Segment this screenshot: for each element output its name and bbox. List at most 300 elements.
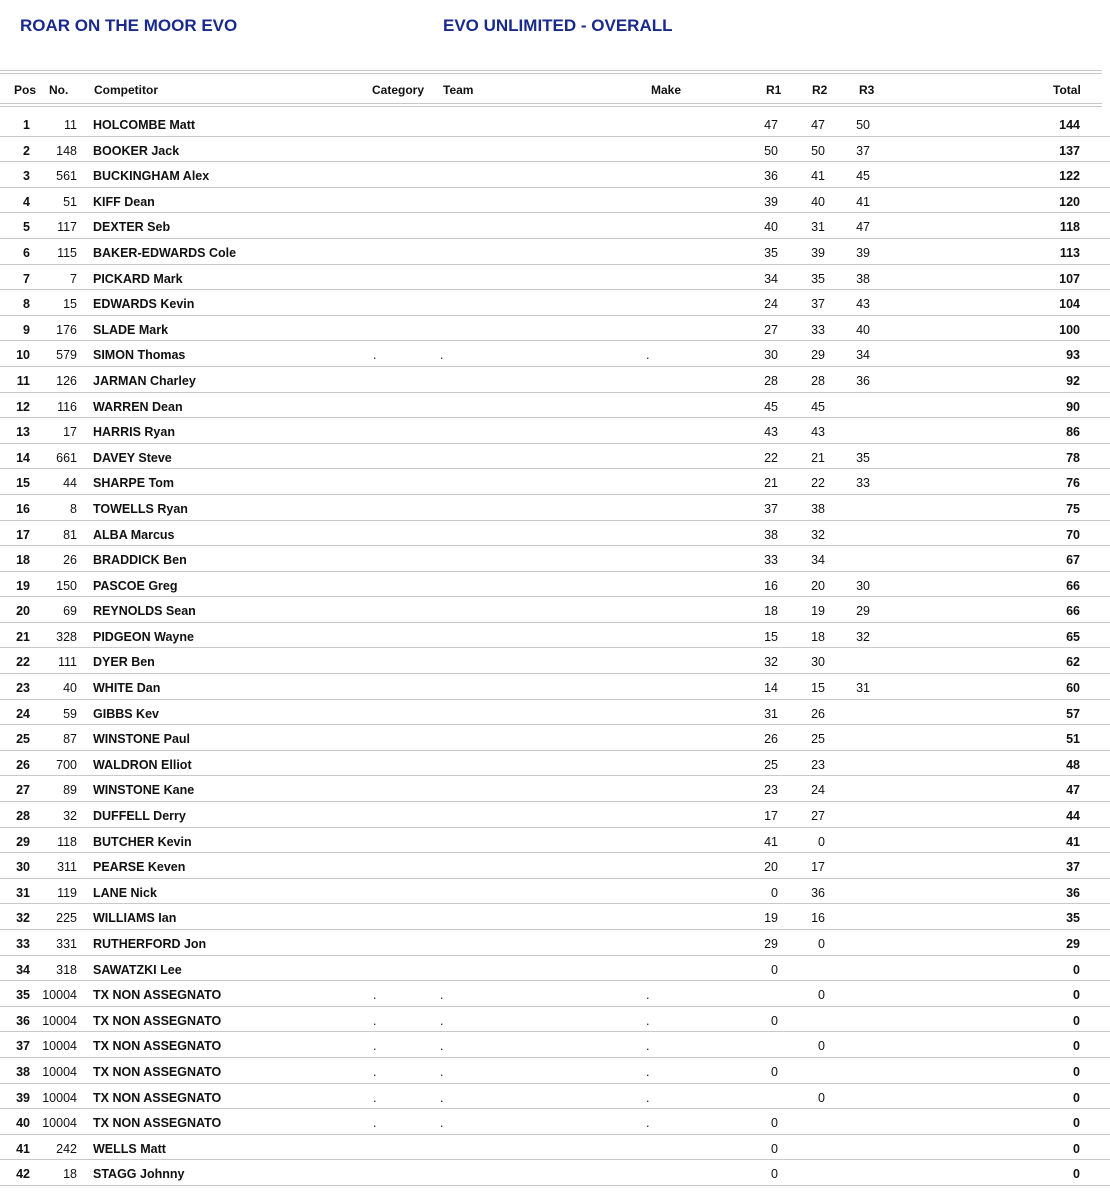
cell-total: 78	[1066, 450, 1080, 465]
cell-r2: 0	[818, 834, 825, 849]
cell-total: 67	[1066, 553, 1080, 568]
cell-r2: 0	[818, 1090, 825, 1105]
cell-no: 116	[57, 399, 77, 414]
cell-no: 32	[63, 809, 77, 824]
cell-competitor: HARRIS Ryan	[93, 425, 175, 440]
cell-total: 47	[1066, 783, 1080, 798]
cell-competitor: DUFFELL Derry	[93, 809, 186, 824]
cell-r2: 50	[811, 143, 825, 158]
cell-total: 113	[1059, 245, 1080, 260]
cell-no: 328	[56, 629, 77, 644]
cell-r2: 18	[811, 629, 825, 644]
cell-r1: 25	[764, 757, 778, 772]
cell-team: .	[440, 1039, 444, 1054]
cell-total: 0	[1073, 962, 1080, 977]
cell-no: 44	[63, 476, 77, 491]
table-row	[0, 418, 1110, 444]
table-row	[0, 1007, 1110, 1033]
cell-total: 0	[1073, 1013, 1080, 1028]
cell-pos: 20	[16, 604, 30, 619]
cell-r1: 24	[764, 297, 778, 312]
col-r2-header: R2	[812, 83, 828, 97]
header-rule-bottom-2	[0, 106, 1102, 107]
col-pos-header: Pos	[14, 83, 37, 97]
cell-total: 0	[1073, 1116, 1080, 1131]
cell-r2: 33	[811, 322, 825, 337]
cell-pos: 41	[16, 1141, 30, 1156]
cell-pos: 27	[16, 783, 30, 798]
cell-pos: 18	[16, 553, 30, 568]
cell-competitor: SLADE Mark	[93, 322, 169, 337]
cell-pos: 36	[16, 1013, 30, 1028]
table-row	[0, 572, 1110, 598]
cell-r3: 36	[856, 373, 870, 388]
cell-r1: 43	[764, 425, 778, 440]
table-row	[0, 674, 1110, 700]
cell-no: 311	[57, 860, 77, 875]
cell-no: 148	[56, 143, 77, 158]
cell-competitor: REYNOLDS Sean	[93, 604, 196, 619]
cell-r1: 35	[764, 245, 778, 260]
cell-r1: 0	[771, 1167, 778, 1182]
cell-total: 120	[1059, 194, 1080, 209]
cell-no: 10004	[42, 1090, 77, 1105]
table-row	[0, 930, 1110, 956]
cell-competitor: WHITE Dan	[93, 681, 161, 696]
cell-competitor: DAVEY Steve	[93, 450, 172, 465]
table-row	[0, 213, 1110, 239]
cell-make: .	[646, 1013, 650, 1028]
cell-total: 51	[1066, 732, 1080, 747]
cell-r3: 43	[856, 297, 870, 312]
cell-total: 66	[1066, 604, 1080, 619]
cell-no: 111	[57, 655, 77, 670]
cell-no: 8	[70, 501, 77, 516]
cell-pos: 40	[16, 1116, 30, 1131]
table-header	[0, 76, 1110, 104]
cell-no: 318	[56, 962, 77, 977]
cell-r2: 0	[818, 1039, 825, 1054]
cell-total: 62	[1066, 655, 1080, 670]
cell-no: 11	[64, 118, 77, 132]
cell-r1: 28	[764, 373, 778, 388]
cell-no: 661	[56, 450, 77, 465]
cell-total: 100	[1059, 322, 1080, 337]
cell-r2: 36	[811, 885, 825, 900]
page-header	[0, 0, 1110, 60]
cell-r2: 20	[811, 578, 825, 593]
cell-r1: 19	[764, 911, 778, 926]
cell-no: 10004	[42, 1013, 77, 1028]
cell-r3: 32	[856, 629, 870, 644]
cell-total: 70	[1066, 527, 1080, 542]
col-total-header: Total	[1053, 83, 1081, 97]
cell-make: .	[646, 348, 650, 363]
cell-no: 118	[57, 834, 77, 849]
cell-r2: 32	[811, 527, 825, 542]
cell-pos: 11	[16, 373, 30, 388]
cell-r1: 0	[771, 1116, 778, 1131]
cell-no: 69	[63, 604, 77, 619]
cell-r3: 50	[856, 118, 870, 132]
cell-r2: 35	[811, 271, 825, 286]
cell-r1: 23	[764, 783, 778, 798]
cell-competitor: HOLCOMBE Matt	[93, 118, 196, 132]
table-row	[0, 776, 1110, 802]
cell-r1: 45	[764, 399, 778, 414]
cell-competitor: BOOKER Jack	[93, 143, 180, 158]
cell-r1: 0	[771, 1064, 778, 1079]
cell-competitor: TX NON ASSEGNATO	[93, 1090, 222, 1105]
cell-r3: 33	[856, 476, 870, 491]
cell-r1: 31	[764, 706, 778, 721]
table-row	[0, 853, 1110, 879]
cell-pos: 6	[23, 245, 30, 260]
cell-no: 117	[57, 220, 77, 235]
cell-r1: 0	[771, 962, 778, 977]
cell-r1: 0	[771, 1013, 778, 1028]
cell-total: 137	[1059, 143, 1080, 158]
cell-pos: 15	[16, 476, 30, 491]
cell-no: 119	[57, 885, 77, 900]
cell-no: 40	[63, 681, 77, 696]
cell-competitor: DYER Ben	[93, 655, 155, 670]
table-row	[0, 751, 1110, 777]
cell-no: 561	[56, 169, 77, 184]
cell-no: 579	[56, 348, 77, 363]
table-row	[0, 981, 1110, 1007]
col-team-header: Team	[443, 83, 474, 97]
cell-make: .	[646, 1064, 650, 1079]
cell-total: 0	[1073, 1141, 1080, 1156]
cell-no: 7	[70, 271, 77, 286]
cell-total: 35	[1066, 911, 1080, 926]
cell-category: .	[373, 1013, 377, 1028]
cell-no: 87	[63, 732, 77, 747]
table-row	[0, 111, 1110, 137]
cell-no: 176	[56, 322, 77, 337]
cell-no: 10004	[42, 1116, 77, 1131]
cell-competitor: BUCKINGHAM Alex	[93, 169, 210, 184]
cell-pos: 21	[16, 629, 30, 644]
table-row	[0, 188, 1110, 214]
table-row	[0, 1084, 1110, 1110]
cell-total: 104	[1059, 297, 1080, 312]
cell-competitor: PASCOE Greg	[93, 578, 178, 593]
cell-competitor: TX NON ASSEGNATO	[93, 1116, 222, 1131]
cell-r2: 34	[811, 553, 825, 568]
table-row	[0, 367, 1110, 393]
table-row	[0, 316, 1110, 342]
cell-r2: 27	[811, 809, 825, 824]
table-row	[0, 1058, 1110, 1084]
table-row	[0, 137, 1110, 163]
col-category-header: Category	[372, 83, 425, 97]
cell-r3: 37	[856, 143, 870, 158]
cell-pos: 19	[16, 578, 30, 593]
cell-r2: 17	[811, 860, 825, 875]
cell-r2: 39	[811, 245, 825, 260]
cell-total: 118	[1059, 220, 1080, 235]
table-row	[0, 802, 1110, 828]
cell-competitor: SHARPE Tom	[93, 476, 175, 491]
cell-r2: 31	[811, 220, 825, 235]
cell-total: 66	[1066, 578, 1080, 593]
cell-pos: 12	[16, 399, 30, 414]
cell-total: 48	[1066, 757, 1080, 772]
cell-r3: 47	[856, 220, 870, 235]
cell-r2: 41	[811, 169, 825, 184]
cell-r1: 20	[764, 860, 778, 875]
col-r1-header: R1	[766, 83, 782, 97]
cell-pos: 30	[16, 860, 30, 875]
col-no-header: No.	[49, 83, 69, 97]
cell-competitor: WILLIAMS Ian	[93, 911, 177, 926]
event-title: ROAR ON THE MOOR EVO	[20, 16, 238, 35]
cell-competitor: WARREN Dean	[93, 399, 183, 414]
cell-r2: 24	[811, 783, 825, 798]
cell-competitor: TX NON ASSEGNATO	[93, 988, 222, 1003]
cell-competitor: EDWARDS Kevin	[93, 297, 195, 312]
cell-category: .	[373, 1116, 377, 1131]
cell-r3: 40	[856, 322, 870, 337]
table-row	[0, 265, 1110, 291]
cell-r2: 29	[811, 348, 825, 363]
cell-pos: 42	[16, 1167, 30, 1182]
cell-r3: 29	[856, 604, 870, 619]
cell-no: 81	[63, 527, 77, 542]
cell-total: 92	[1066, 373, 1080, 388]
cell-total: 107	[1059, 271, 1080, 286]
cell-r2: 43	[811, 425, 825, 440]
table-row	[0, 239, 1110, 265]
cell-total: 76	[1066, 476, 1080, 491]
cell-pos: 4	[23, 194, 30, 209]
cell-pos: 2	[23, 143, 30, 158]
cell-r1: 18	[764, 604, 778, 619]
table-row	[0, 546, 1110, 572]
cell-category: .	[373, 1090, 377, 1105]
cell-competitor: LANE Nick	[93, 885, 157, 900]
cell-total: 0	[1073, 1039, 1080, 1054]
table-row	[0, 290, 1110, 316]
cell-total: 60	[1066, 681, 1080, 696]
cell-competitor: GIBBS Kev	[93, 706, 159, 721]
cell-no: 10004	[42, 1039, 77, 1054]
cell-no: 126	[56, 373, 77, 388]
cell-total: 86	[1066, 425, 1080, 440]
cell-r1: 41	[764, 834, 778, 849]
cell-pos: 16	[16, 501, 30, 516]
cell-competitor: DEXTER Seb	[93, 220, 171, 235]
table-row	[0, 623, 1110, 649]
cell-r2: 0	[818, 937, 825, 951]
header-rule-top	[0, 70, 1102, 71]
cell-r1: 21	[764, 476, 778, 491]
cell-competitor: WINSTONE Kane	[93, 783, 195, 798]
table-row	[0, 597, 1110, 623]
cell-no: 150	[56, 578, 77, 593]
cell-r2: 26	[811, 706, 825, 721]
cell-category: .	[373, 348, 377, 363]
cell-total: 0	[1073, 1064, 1080, 1079]
table-row	[0, 1160, 1110, 1186]
col-make-header: Make	[651, 83, 682, 97]
cell-pos: 14	[16, 450, 30, 465]
cell-total: 57	[1066, 706, 1080, 721]
cell-no: 242	[56, 1141, 77, 1156]
table-row	[0, 956, 1110, 982]
cell-no: 10004	[42, 1064, 77, 1079]
cell-r2: 37	[811, 297, 825, 312]
cell-total: 93	[1066, 348, 1080, 363]
cell-competitor: STAGG Johnny	[93, 1167, 185, 1182]
cell-pos: 17	[16, 527, 30, 542]
cell-competitor: TOWELLS Ryan	[93, 501, 188, 516]
cell-competitor: TX NON ASSEGNATO	[93, 1039, 222, 1054]
cell-r3: 45	[856, 169, 870, 184]
cell-team: .	[440, 1013, 444, 1028]
cell-pos: 25	[16, 732, 30, 747]
cell-r1: 16	[764, 578, 778, 593]
cell-competitor: TX NON ASSEGNATO	[93, 1013, 222, 1028]
cell-no: 225	[56, 911, 77, 926]
cell-r1: 50	[764, 143, 778, 158]
class-title: EVO UNLIMITED - OVERALL	[443, 16, 673, 35]
cell-r1: 39	[764, 194, 778, 209]
cell-no: 700	[56, 757, 77, 772]
cell-team: .	[440, 1116, 444, 1131]
cell-competitor: WALDRON Elliot	[93, 757, 192, 772]
table-row	[0, 1135, 1110, 1161]
cell-total: 0	[1073, 988, 1080, 1003]
cell-pos: 13	[16, 425, 30, 440]
cell-competitor: RUTHERFORD Jon	[93, 937, 207, 951]
cell-pos: 34	[16, 962, 30, 977]
cell-no: 89	[63, 783, 77, 798]
table-row	[0, 879, 1110, 905]
cell-pos: 10	[16, 348, 30, 363]
cell-r1: 47	[764, 118, 778, 132]
cell-r1: 17	[764, 809, 778, 824]
cell-total: 36	[1066, 885, 1080, 900]
cell-r2: 38	[811, 501, 825, 516]
cell-r2: 30	[811, 655, 825, 670]
cell-total: 144	[1059, 118, 1080, 132]
cell-r1: 32	[764, 655, 778, 670]
cell-no: 17	[63, 425, 77, 440]
cell-r2: 40	[811, 194, 825, 209]
cell-r3: 34	[856, 348, 870, 363]
cell-competitor: PICKARD Mark	[93, 271, 183, 286]
cell-r1: 40	[764, 220, 778, 235]
header-rule-bottom	[0, 103, 1102, 104]
cell-r2: 0	[818, 988, 825, 1003]
cell-competitor: BAKER-EDWARDS Cole	[93, 245, 237, 260]
cell-total: 90	[1066, 399, 1080, 414]
cell-competitor: PEARSE Keven	[93, 860, 186, 875]
table-row	[0, 162, 1110, 188]
cell-r1: 15	[764, 629, 778, 644]
cell-r1: 38	[764, 527, 778, 542]
cell-competitor: ALBA Marcus	[93, 527, 175, 542]
cell-r3: 38	[856, 271, 870, 286]
cell-pos: 1	[23, 118, 30, 132]
cell-r3: 35	[856, 450, 870, 465]
cell-r1: 22	[764, 450, 778, 465]
cell-make: .	[646, 1116, 650, 1131]
cell-make: .	[646, 1090, 650, 1105]
cell-pos: 7	[23, 271, 30, 286]
table-row	[0, 648, 1110, 674]
cell-competitor: JARMAN Charley	[93, 373, 196, 388]
cell-r2: 15	[811, 681, 825, 696]
cell-r2: 47	[811, 118, 825, 132]
cell-pos: 9	[23, 322, 30, 337]
cell-no: 115	[57, 245, 77, 260]
cell-competitor: KIFF Dean	[93, 194, 155, 209]
cell-r2: 22	[811, 476, 825, 491]
cell-no: 51	[63, 194, 77, 209]
cell-r1: 0	[771, 1141, 778, 1156]
cell-r1: 34	[764, 271, 778, 286]
cell-total: 29	[1066, 937, 1080, 951]
cell-make: .	[646, 988, 650, 1003]
cell-competitor: PIDGEON Wayne	[93, 629, 194, 644]
cell-pos: 24	[16, 706, 30, 721]
cell-r3: 41	[856, 194, 870, 209]
cell-category: .	[373, 1064, 377, 1079]
cell-r1: 37	[764, 501, 778, 516]
cell-r1: 36	[764, 169, 778, 184]
cell-pos: 28	[16, 809, 30, 824]
cell-pos: 32	[16, 911, 30, 926]
cell-team: .	[440, 988, 444, 1003]
cell-pos: 38	[16, 1064, 30, 1079]
cell-pos: 22	[16, 655, 30, 670]
table-row	[0, 1032, 1110, 1058]
cell-no: 26	[63, 553, 77, 568]
col-r3-header: R3	[859, 83, 875, 97]
cell-competitor: BRADDICK Ben	[93, 553, 187, 568]
cell-pos: 33	[16, 937, 30, 951]
results-table-body	[0, 111, 1110, 1186]
col-competitor-header: Competitor	[94, 83, 158, 97]
cell-competitor: WINSTONE Paul	[93, 732, 191, 747]
cell-r2: 23	[811, 757, 825, 772]
cell-r2: 16	[811, 911, 825, 926]
cell-no: 59	[63, 706, 77, 721]
cell-no: 331	[56, 937, 77, 951]
cell-team: .	[440, 1064, 444, 1079]
cell-r1: 0	[771, 885, 778, 900]
cell-r2: 28	[811, 373, 825, 388]
cell-pos: 39	[16, 1090, 30, 1105]
table-row	[0, 1109, 1110, 1135]
cell-pos: 37	[16, 1039, 30, 1054]
cell-total: 44	[1066, 809, 1080, 824]
cell-category: .	[373, 988, 377, 1003]
table-row	[0, 828, 1110, 854]
cell-r3: 39	[856, 245, 870, 260]
cell-competitor: SAWATZKI Lee	[93, 962, 182, 977]
table-row	[0, 521, 1110, 547]
cell-no: 18	[63, 1167, 77, 1182]
cell-r2: 19	[811, 604, 825, 619]
cell-r3: 30	[856, 578, 870, 593]
table-row	[0, 495, 1110, 521]
cell-competitor: TX NON ASSEGNATO	[93, 1064, 222, 1079]
